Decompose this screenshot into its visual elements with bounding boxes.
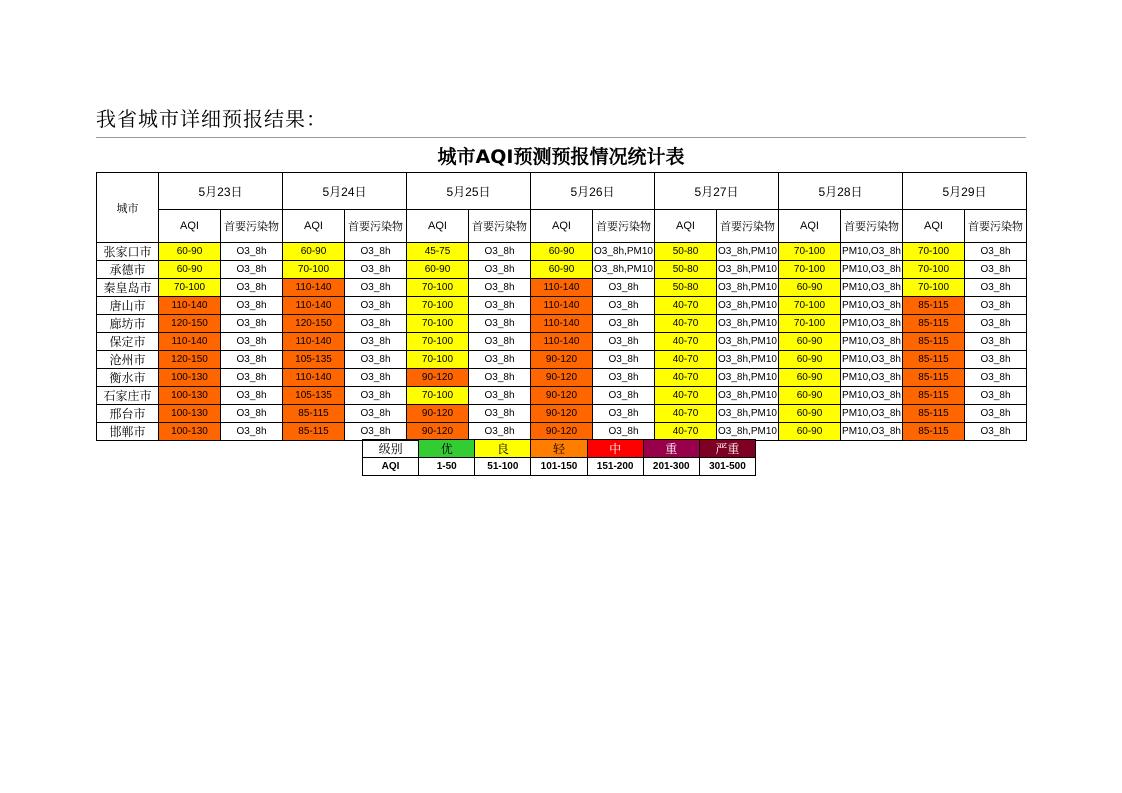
aqi-value-cell: 110-140 — [159, 333, 221, 351]
aqi-value-cell: 90-120 — [531, 369, 593, 387]
city-name-cell: 沧州市 — [97, 351, 159, 369]
pollutant-cell: O3_8h — [965, 351, 1027, 369]
legend-level-row — [363, 440, 756, 458]
aqi-value-cell: 120-150 — [283, 315, 345, 333]
aqi-value-cell: 85-115 — [903, 297, 965, 315]
aqi-value-cell: 70-100 — [283, 261, 345, 279]
aqi-value-cell: 70-100 — [779, 261, 841, 279]
table-row — [97, 261, 1027, 279]
section-heading: 我省城市详细预报结果： — [96, 107, 327, 131]
aqi-value-cell: 60-90 — [779, 423, 841, 441]
pollutant-cell: PM10,O3_8h — [841, 261, 903, 279]
date-header: 5月25日 — [407, 173, 531, 210]
legend-level-label: 级别 — [363, 440, 419, 458]
pollutant-cell: O3_8h — [965, 297, 1027, 315]
pollutant-cell: O3_8h — [345, 279, 407, 297]
aqi-value-cell: 60-90 — [779, 351, 841, 369]
pollutant-cell: O3_8h — [221, 405, 283, 423]
aqi-value-cell: 100-130 — [159, 405, 221, 423]
pollutant-cell: O3_8h,PM10 — [717, 369, 779, 387]
pollutant-cell: O3_8h — [345, 243, 407, 261]
aqi-value-cell: 70-100 — [779, 297, 841, 315]
pollutant-column-header: 首要污染物 — [841, 210, 903, 243]
pollutant-cell: O3_8h — [221, 261, 283, 279]
aqi-value-cell: 85-115 — [903, 387, 965, 405]
aqi-value-cell: 40-70 — [655, 405, 717, 423]
table-row — [97, 297, 1027, 315]
aqi-value-cell: 60-90 — [407, 261, 469, 279]
pollutant-cell: O3_8h — [593, 279, 655, 297]
aqi-value-cell: 70-100 — [407, 315, 469, 333]
pollutant-cell: O3_8h — [593, 333, 655, 351]
aqi-value-cell: 50-80 — [655, 243, 717, 261]
pollutant-cell: O3_8h — [221, 333, 283, 351]
pollutant-cell: O3_8h — [965, 423, 1027, 441]
date-header: 5月28日 — [779, 173, 903, 210]
legend-range-cell: 151-200 — [587, 458, 643, 476]
pollutant-cell: O3_8h — [345, 405, 407, 423]
legend-range-row — [363, 458, 756, 476]
table-row — [97, 351, 1027, 369]
pollutant-cell: O3_8h — [221, 279, 283, 297]
pollutant-cell: O3_8h — [469, 297, 531, 315]
table-row — [97, 315, 1027, 333]
pollutant-cell: O3_8h — [221, 315, 283, 333]
aqi-value-cell: 70-100 — [407, 279, 469, 297]
aqi-value-cell: 45-75 — [407, 243, 469, 261]
pollutant-column-header: 首要污染物 — [593, 210, 655, 243]
table-row — [97, 423, 1027, 441]
aqi-value-cell: 110-140 — [531, 279, 593, 297]
pollutant-cell: O3_8h — [965, 333, 1027, 351]
pollutant-cell: PM10,O3_8h — [841, 243, 903, 261]
pollutant-cell: O3_8h — [965, 369, 1027, 387]
aqi-value-cell: 105-135 — [283, 351, 345, 369]
aqi-value-cell: 85-115 — [283, 423, 345, 441]
pollutant-cell: O3_8h — [345, 261, 407, 279]
aqi-column-header: AQI — [159, 210, 221, 243]
aqi-value-cell: 40-70 — [655, 315, 717, 333]
aqi-value-cell: 85-115 — [903, 405, 965, 423]
aqi-value-cell: 70-100 — [407, 297, 469, 315]
aqi-value-cell: 40-70 — [655, 387, 717, 405]
aqi-value-cell: 110-140 — [531, 333, 593, 351]
city-name-cell: 承德市 — [97, 261, 159, 279]
pollutant-cell: O3_8h — [469, 243, 531, 261]
legend-level-swatch: 重 — [643, 440, 699, 458]
aqi-value-cell: 90-120 — [407, 369, 469, 387]
pollutant-cell: PM10,O3_8h — [841, 351, 903, 369]
pollutant-cell: O3_8h — [965, 315, 1027, 333]
aqi-column-header: AQI — [903, 210, 965, 243]
pollutant-cell: O3_8h — [965, 243, 1027, 261]
aqi-value-cell: 120-150 — [159, 315, 221, 333]
aqi-value-cell: 50-80 — [655, 279, 717, 297]
pollutant-cell: O3_8h — [469, 405, 531, 423]
aqi-value-cell: 70-100 — [407, 387, 469, 405]
pollutant-cell: PM10,O3_8h — [841, 279, 903, 297]
aqi-value-cell: 60-90 — [159, 261, 221, 279]
pollutant-cell: O3_8h — [345, 315, 407, 333]
pollutant-column-header: 首要污染物 — [469, 210, 531, 243]
aqi-column-header: AQI — [531, 210, 593, 243]
aqi-value-cell: 100-130 — [159, 387, 221, 405]
aqi-value-cell: 60-90 — [779, 279, 841, 297]
aqi-value-cell: 50-80 — [655, 261, 717, 279]
legend-level-swatch: 中 — [587, 440, 643, 458]
date-header: 5月26日 — [531, 173, 655, 210]
pollutant-cell: O3_8h — [221, 297, 283, 315]
pollutant-cell: O3_8h — [469, 315, 531, 333]
table-row — [97, 243, 1027, 261]
aqi-value-cell: 70-100 — [407, 351, 469, 369]
aqi-value-cell: 40-70 — [655, 423, 717, 441]
aqi-value-cell: 60-90 — [779, 405, 841, 423]
aqi-value-cell: 60-90 — [283, 243, 345, 261]
city-name-cell: 衡水市 — [97, 369, 159, 387]
pollutant-cell: O3_8h — [593, 423, 655, 441]
pollutant-cell: O3_8h,PM10 — [717, 279, 779, 297]
city-name-cell: 廊坊市 — [97, 315, 159, 333]
city-column-header: 城市 — [97, 173, 159, 243]
pollutant-cell: O3_8h,PM10 — [717, 405, 779, 423]
pollutant-column-header: 首要污染物 — [717, 210, 779, 243]
legend-range-cell: 301-500 — [699, 458, 755, 476]
date-header: 5月24日 — [283, 173, 407, 210]
aqi-value-cell: 40-70 — [655, 333, 717, 351]
aqi-value-cell: 70-100 — [159, 279, 221, 297]
aqi-value-cell: 85-115 — [903, 315, 965, 333]
pollutant-cell: O3_8h — [965, 279, 1027, 297]
aqi-value-cell: 85-115 — [283, 405, 345, 423]
legend-range-cell: 1-50 — [419, 458, 475, 476]
city-name-cell: 石家庄市 — [97, 387, 159, 405]
pollutant-cell: O3_8h — [469, 369, 531, 387]
aqi-level-legend — [362, 439, 756, 476]
aqi-value-cell: 90-120 — [531, 387, 593, 405]
aqi-value-cell: 90-120 — [531, 405, 593, 423]
pollutant-column-header: 首要污染物 — [965, 210, 1027, 243]
aqi-column-header: AQI — [655, 210, 717, 243]
pollutant-cell: O3_8h — [593, 405, 655, 423]
pollutant-cell: O3_8h — [345, 351, 407, 369]
pollutant-cell: O3_8h — [593, 315, 655, 333]
pollutant-cell: O3_8h — [593, 387, 655, 405]
pollutant-cell: O3_8h — [345, 387, 407, 405]
aqi-value-cell: 60-90 — [159, 243, 221, 261]
legend-range-cell: 51-100 — [475, 458, 531, 476]
pollutant-cell: O3_8h — [345, 333, 407, 351]
header-row-fields — [97, 210, 1027, 243]
pollutant-cell: PM10,O3_8h — [841, 423, 903, 441]
header-row-dates — [97, 173, 1027, 210]
aqi-value-cell: 90-120 — [407, 423, 469, 441]
pollutant-cell: O3_8h — [965, 405, 1027, 423]
city-name-cell: 秦皇岛市 — [97, 279, 159, 297]
aqi-value-cell: 60-90 — [779, 387, 841, 405]
pollutant-cell: O3_8h — [345, 297, 407, 315]
pollutant-cell: O3_8h,PM10 — [717, 297, 779, 315]
pollutant-cell: O3_8h,PM10 — [717, 315, 779, 333]
pollutant-cell: O3_8h — [221, 387, 283, 405]
pollutant-cell: O3_8h — [469, 387, 531, 405]
city-name-cell: 张家口市 — [97, 243, 159, 261]
legend-level-swatch: 严重 — [699, 440, 755, 458]
pollutant-cell: O3_8h — [345, 369, 407, 387]
pollutant-cell: O3_8h,PM10 — [717, 423, 779, 441]
legend-range-cell: 201-300 — [643, 458, 699, 476]
pollutant-cell: O3_8h — [965, 387, 1027, 405]
pollutant-cell: O3_8h — [593, 369, 655, 387]
pollutant-cell: O3_8h,PM10 — [717, 333, 779, 351]
legend-range-cell: 101-150 — [531, 458, 587, 476]
aqi-column-header: AQI — [283, 210, 345, 243]
aqi-value-cell: 90-120 — [407, 405, 469, 423]
pollutant-cell: O3_8h,PM10 — [717, 243, 779, 261]
heading-divider — [96, 137, 1026, 138]
pollutant-cell: O3_8h — [221, 351, 283, 369]
pollutant-cell: O3_8h — [469, 261, 531, 279]
aqi-forecast-table — [96, 172, 1027, 441]
aqi-value-cell: 70-100 — [779, 243, 841, 261]
pollutant-cell: PM10,O3_8h — [841, 333, 903, 351]
pollutant-cell: O3_8h — [469, 279, 531, 297]
aqi-value-cell: 85-115 — [903, 351, 965, 369]
pollutant-cell: O3_8h — [593, 297, 655, 315]
aqi-value-cell: 100-130 — [159, 369, 221, 387]
city-name-cell: 邢台市 — [97, 405, 159, 423]
table-title: 城市AQI预测预报情况统计表 — [437, 146, 685, 168]
aqi-value-cell: 70-100 — [903, 243, 965, 261]
aqi-value-cell: 105-135 — [283, 387, 345, 405]
pollutant-cell: O3_8h — [221, 423, 283, 441]
table-row — [97, 333, 1027, 351]
aqi-value-cell: 85-115 — [903, 333, 965, 351]
legend-level-swatch: 良 — [475, 440, 531, 458]
aqi-value-cell: 90-120 — [531, 351, 593, 369]
pollutant-cell: PM10,O3_8h — [841, 387, 903, 405]
pollutant-column-header: 首要污染物 — [221, 210, 283, 243]
pollutant-cell: O3_8h — [593, 351, 655, 369]
aqi-value-cell: 60-90 — [531, 261, 593, 279]
city-name-cell: 保定市 — [97, 333, 159, 351]
pollutant-cell: O3_8h — [965, 261, 1027, 279]
pollutant-cell: O3_8h,PM10 — [717, 261, 779, 279]
table-row — [97, 369, 1027, 387]
aqi-column-header: AQI — [407, 210, 469, 243]
pollutant-cell: O3_8h,PM10 — [717, 387, 779, 405]
date-header: 5月29日 — [903, 173, 1027, 210]
aqi-value-cell: 70-100 — [779, 315, 841, 333]
legend-level-swatch: 优 — [419, 440, 475, 458]
pollutant-cell: O3_8h — [469, 423, 531, 441]
aqi-value-cell: 60-90 — [779, 369, 841, 387]
aqi-value-cell: 60-90 — [531, 243, 593, 261]
aqi-value-cell: 110-140 — [283, 333, 345, 351]
aqi-column-header: AQI — [779, 210, 841, 243]
aqi-value-cell: 90-120 — [531, 423, 593, 441]
pollutant-cell: PM10,O3_8h — [841, 315, 903, 333]
pollutant-cell: PM10,O3_8h — [841, 369, 903, 387]
aqi-value-cell: 70-100 — [903, 279, 965, 297]
table-row — [97, 387, 1027, 405]
aqi-value-cell: 110-140 — [531, 297, 593, 315]
aqi-value-cell: 120-150 — [159, 351, 221, 369]
aqi-value-cell: 40-70 — [655, 297, 717, 315]
legend-range-label: AQI — [363, 458, 419, 476]
pollutant-cell: PM10,O3_8h — [841, 297, 903, 315]
pollutant-cell: PM10,O3_8h — [841, 405, 903, 423]
legend-level-swatch: 轻 — [531, 440, 587, 458]
aqi-value-cell: 110-140 — [159, 297, 221, 315]
aqi-value-cell: 110-140 — [531, 315, 593, 333]
pollutant-cell: O3_8h,PM10 — [717, 351, 779, 369]
pollutant-cell: O3_8h — [221, 243, 283, 261]
aqi-value-cell: 40-70 — [655, 369, 717, 387]
pollutant-cell: O3_8h — [221, 369, 283, 387]
pollutant-cell: O3_8h — [469, 333, 531, 351]
aqi-value-cell: 60-90 — [779, 333, 841, 351]
aqi-value-cell: 85-115 — [903, 423, 965, 441]
table-row — [97, 279, 1027, 297]
aqi-value-cell: 85-115 — [903, 369, 965, 387]
city-name-cell: 邯郸市 — [97, 423, 159, 441]
aqi-value-cell: 110-140 — [283, 297, 345, 315]
pollutant-cell: O3_8h — [469, 351, 531, 369]
pollutant-cell: O3_8h,PM10 — [593, 243, 655, 261]
pollutant-column-header: 首要污染物 — [345, 210, 407, 243]
aqi-value-cell: 70-100 — [903, 261, 965, 279]
date-header: 5月27日 — [655, 173, 779, 210]
table-row — [97, 405, 1027, 423]
pollutant-cell: O3_8h,PM10 — [593, 261, 655, 279]
pollutant-cell: O3_8h — [345, 423, 407, 441]
date-header: 5月23日 — [159, 173, 283, 210]
aqi-value-cell: 70-100 — [407, 333, 469, 351]
city-name-cell: 唐山市 — [97, 297, 159, 315]
aqi-value-cell: 110-140 — [283, 369, 345, 387]
aqi-value-cell: 110-140 — [283, 279, 345, 297]
aqi-value-cell: 40-70 — [655, 351, 717, 369]
aqi-value-cell: 100-130 — [159, 423, 221, 441]
